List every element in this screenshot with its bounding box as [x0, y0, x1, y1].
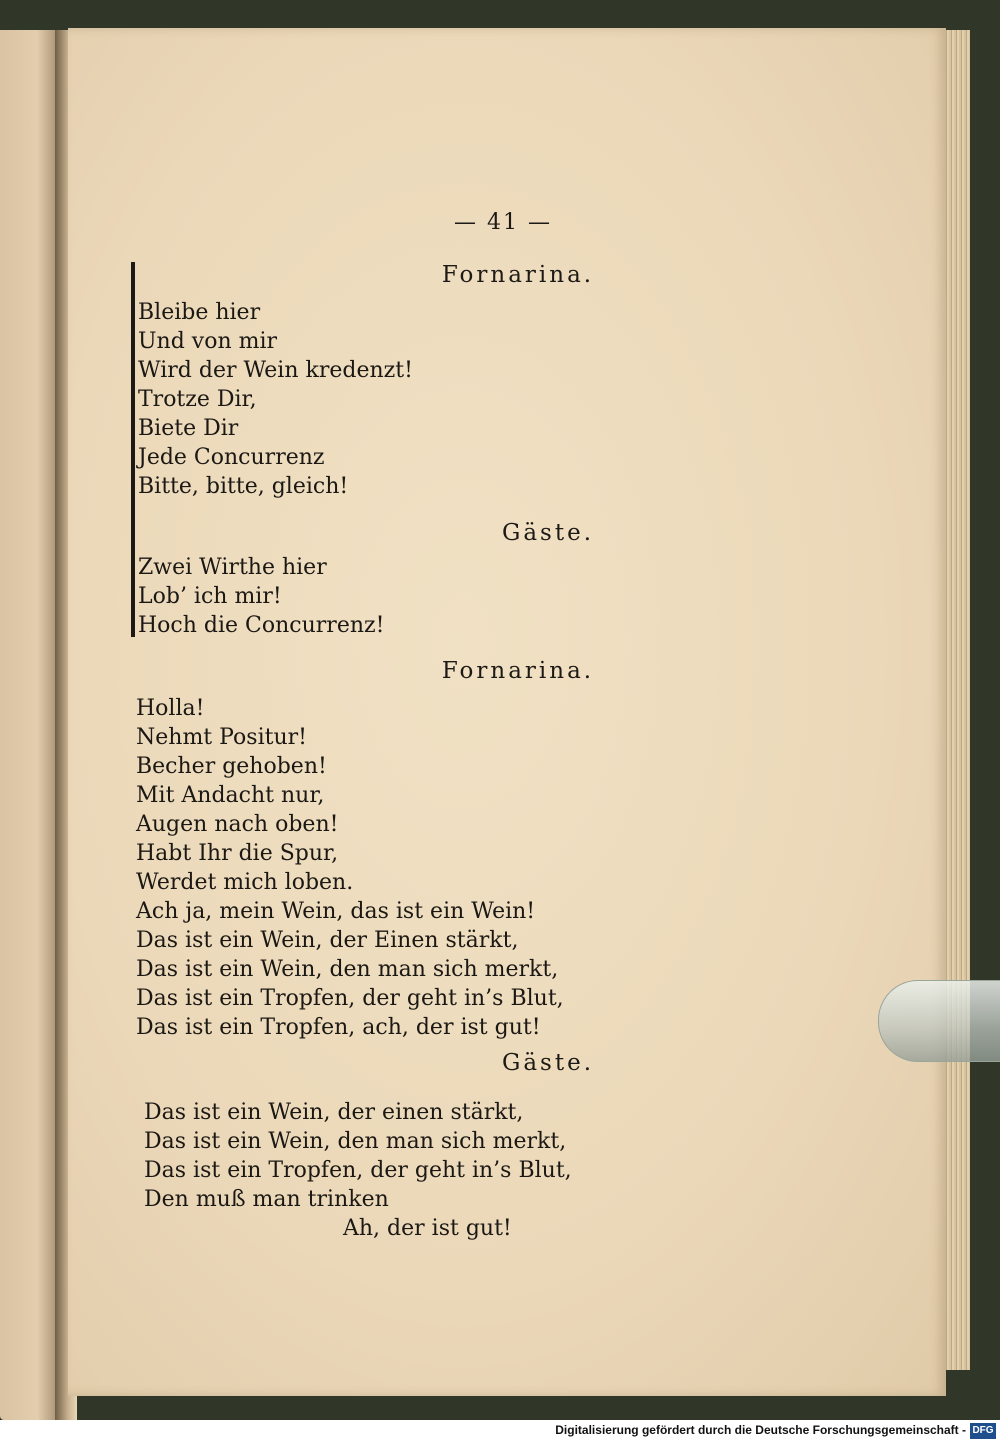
- verse-line: Bitte, bitte, gleich!: [138, 474, 349, 499]
- speaker-heading: Fornarina.: [441, 262, 595, 288]
- verse-bracket-bar: [131, 262, 135, 637]
- verse-block: [136, 694, 564, 1042]
- verse-line: Jede Concurrenz: [138, 445, 325, 470]
- page-number: — 41 —: [454, 210, 552, 235]
- verse-line: Werdet mich loben.: [136, 870, 354, 895]
- book-page: [68, 28, 946, 1396]
- verse-line: Becher gehoben!: [136, 754, 327, 779]
- speaker-heading: Gäste.: [501, 1050, 595, 1076]
- page-clip: [878, 980, 1000, 1062]
- verse-line: Hoch die Concurrenz!: [138, 613, 385, 638]
- funding-notice: Digitalisierung gefördert durch die Deutsche Forschungsgemeinschaft -: [555, 1423, 966, 1437]
- verse-final-line: Ah, der ist gut!: [343, 1216, 512, 1241]
- verse-line: Wird der Wein kredenzt!: [138, 358, 413, 383]
- verse-line: Das ist ein Wein, der Einen stärkt,: [136, 928, 519, 953]
- footer-bar: [0, 1420, 1000, 1443]
- speaker-heading: Fornarina.: [441, 658, 595, 684]
- verse-line: Biete Dir: [138, 416, 239, 441]
- speaker-heading: Gäste.: [501, 520, 595, 546]
- page-stack-edge: [944, 30, 970, 1370]
- verse-line: Das ist ein Wein, der einen stärkt,: [144, 1100, 524, 1125]
- verse-block: [144, 1098, 572, 1214]
- verse-line: Augen nach oben!: [136, 812, 339, 837]
- verse-line: Habt Ihr die Spur,: [136, 841, 339, 866]
- verse-line: Den muß man trinken: [144, 1187, 389, 1212]
- verse-line: Das ist ein Tropfen, der geht in’s Blut,: [144, 1158, 572, 1183]
- verse-line: Das ist ein Wein, den man sich merkt,: [144, 1129, 567, 1154]
- verse-line: Trotze Dir,: [138, 387, 257, 412]
- verse-line: Ach ja, mein Wein, das ist ein Wein!: [136, 899, 536, 924]
- verse-line: Und von mir: [138, 329, 278, 354]
- verse-line: Zwei Wirthe hier: [138, 555, 327, 580]
- left-page-edge: [0, 30, 62, 1420]
- verse-line: Das ist ein Tropfen, ach, der ist gut!: [136, 1015, 541, 1040]
- verse-line: Nehmt Positur!: [136, 725, 307, 750]
- verse-line: Das ist ein Wein, den man sich merkt,: [136, 957, 559, 982]
- verse-line: Mit Andacht nur,: [136, 783, 325, 808]
- verse-line: Holla!: [136, 696, 205, 721]
- verse-line: Lob’ ich mir!: [138, 584, 282, 609]
- verse-line: Das ist ein Tropfen, der geht in’s Blut,: [136, 986, 564, 1011]
- verse-line: Bleibe hier: [138, 300, 261, 325]
- dfg-logo-icon: DFG: [970, 1423, 996, 1439]
- verse-block: [138, 298, 413, 501]
- verse-block: [138, 553, 384, 640]
